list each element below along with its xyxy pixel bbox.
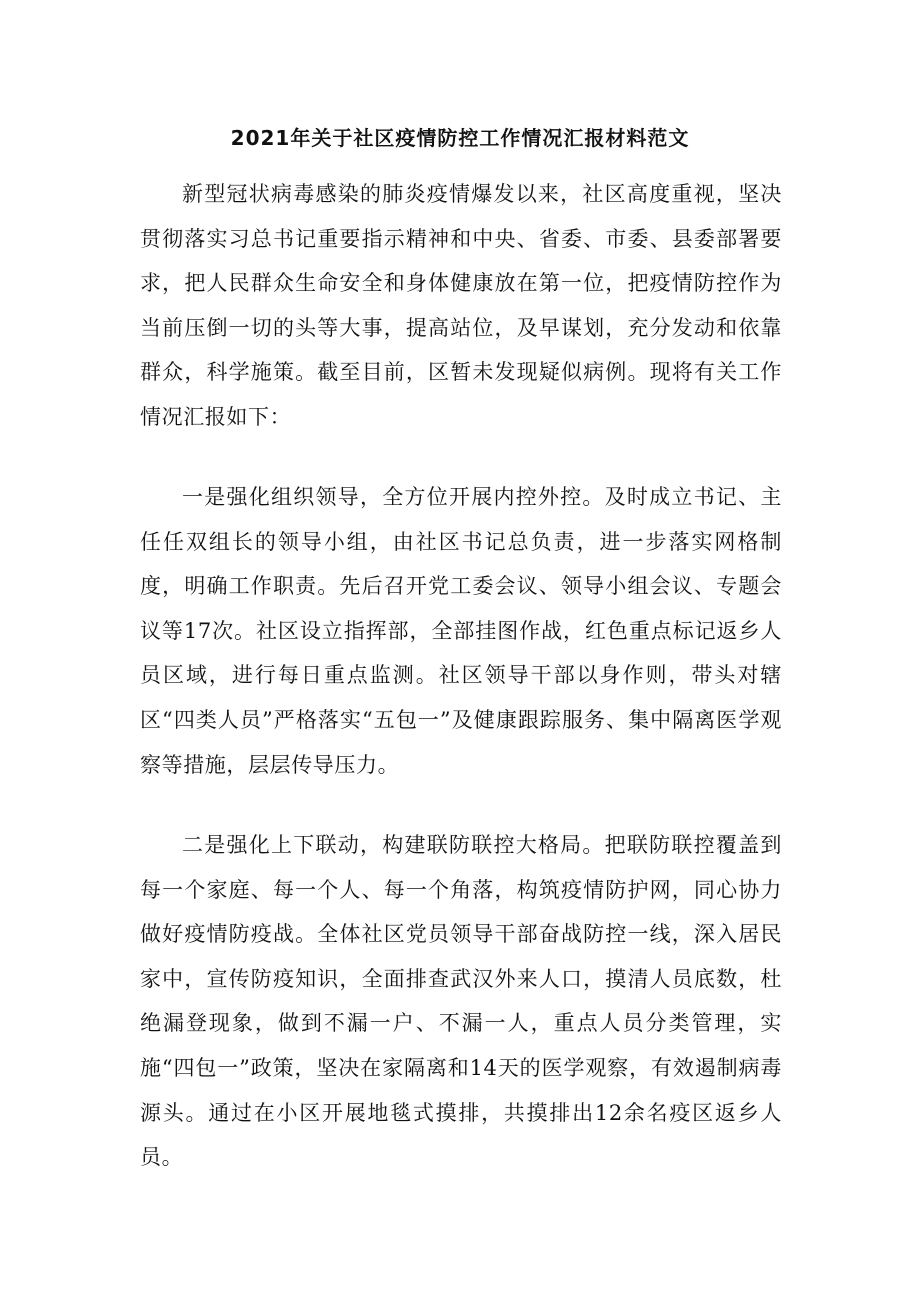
paragraph-intro: 新型冠状病毒感染的肺炎疫情爆发以来，社区高度重视，坚决贯彻落实习总书记重要指示精神和中央、省委、市委、县委部署要求，把人民群众生命安全和身体健康放在第一位，把疫情防控作为当前压倒一切的头等大事，提高站位，及早谋划，充分发动和依靠群众，科学施策。截至目前，区暂未发现疑似病例。现将有关工作情况汇报如下： (140, 182, 782, 429)
paragraph-organization-leadership: 一是强化组织领导，全方位开展内控外控。及时成立书记、主任任双组长的领导小组，由社区书记总负责，进一步落实网格制度，明确工作职责。先后召开党工委会议、领导小组会议、专题会议等17次。社区设立指挥部，全部挂图作战，红色重点标记返乡人员区域，进行每日重点监测。社区领导干部以身作则，带头对辖区“四类人员”严格落实“五包一”及健康跟踪服务、集中隔离医学观察等措施，层层传导压力。 (140, 485, 782, 777)
document-title: 2021年关于社区疫情防控工作情况汇报材料范文 (230, 126, 690, 150)
paragraph-joint-prevention: 二是强化上下联动，构建联防联控大格局。把联防联控覆盖到每一个家庭、每一个人、每一个角落，构筑疫情防护网，同心协力做好疫情防疫战。全体社区党员领导干部奋战防控一线，深入居民家中，宣传防疫知识，全面排查武汉外来人口，摸清人员底数，杜绝漏登现象，做到不漏一户、不漏一人，重点人员分类管理，实施“四包一”政策，坚决在家隔离和14天的医学观察，有效遏制病毒源头。通过在小区开展地毯式摸排，共摸排出12余名疫区返乡人员。 (140, 833, 782, 1170)
